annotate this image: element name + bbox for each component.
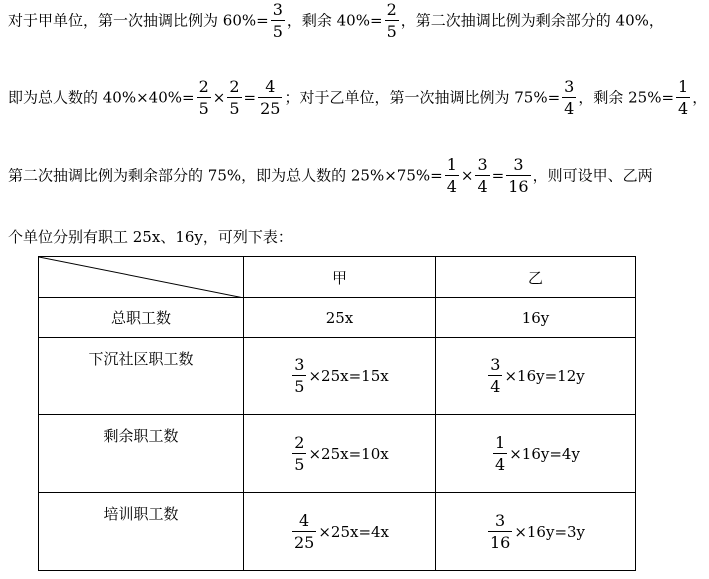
text-segment: ， (692, 88, 708, 107)
numerator: 3 (490, 355, 501, 374)
numerator: 1 (678, 77, 689, 96)
fraction (385, 2, 399, 40)
cell-yi: 16y (436, 298, 636, 338)
paragraph-line-2 (8, 79, 707, 117)
fraction (271, 2, 285, 40)
operator: × (212, 88, 226, 107)
cell-yi (436, 415, 636, 493)
numerator: 1 (495, 432, 506, 452)
text-segment: 对于甲单位，第一次抽调比例为 60%= (8, 11, 269, 30)
denominator: 4 (495, 454, 506, 474)
operator: × (460, 166, 474, 185)
numerator: 3 (294, 355, 305, 374)
cell-yi (436, 338, 636, 415)
cell-jia (244, 415, 436, 493)
denominator: 5 (272, 22, 283, 41)
cell-jia: 25x (244, 298, 436, 338)
allocation-table (38, 256, 636, 571)
row-label: 培训职工数 (39, 493, 244, 571)
denominator: 25 (293, 532, 315, 552)
text-segment: ，剩余 40%= (286, 11, 383, 30)
denominator: 4 (564, 99, 575, 118)
fraction (488, 357, 502, 395)
cell-yi (436, 493, 636, 571)
operator: = (491, 166, 505, 185)
denominator: 5 (294, 377, 305, 396)
paragraph-line-1 (8, 2, 664, 40)
cell-jia (244, 338, 436, 415)
fraction (506, 157, 530, 195)
expression-text: ×16y=12y (504, 367, 585, 385)
fraction (227, 79, 241, 117)
column-header-yi: 乙 (436, 257, 636, 298)
denominator: 4 (490, 377, 501, 396)
numerator: 4 (258, 79, 282, 98)
column-header-jia: 甲 (244, 257, 436, 298)
numerator: 3 (272, 0, 283, 19)
fraction (493, 432, 507, 474)
row-label: 总职工数 (39, 298, 244, 338)
expression-text: ×16y=3y (514, 522, 586, 541)
numerator: 4 (292, 513, 316, 532)
denominator: 16 (489, 532, 511, 552)
fraction (488, 510, 512, 552)
fraction (562, 79, 576, 117)
text-segment: ，剩余 25%= (578, 88, 675, 107)
paragraph-line-3 (8, 157, 653, 195)
diagonal-line (39, 257, 244, 298)
diagonal-header-cell (39, 257, 244, 298)
denominator: 5 (198, 99, 209, 118)
numerator: 2 (198, 77, 209, 96)
table-row (39, 493, 636, 571)
table-row (39, 338, 636, 415)
text-segment: ；对于乙单位，第一次抽调比例为 75%= (284, 88, 561, 107)
expression-text: ×16y=4y (509, 444, 580, 463)
fraction (292, 510, 316, 552)
text-segment: ，第二次抽调比例为剩余部分的 40%， (400, 11, 664, 30)
denominator: 4 (678, 99, 689, 118)
numerator: 2 (386, 0, 397, 19)
fraction (292, 357, 306, 395)
denominator: 5 (386, 22, 397, 41)
fraction (676, 79, 690, 117)
row-label: 剩余职工数 (39, 415, 244, 493)
denominator: 5 (294, 454, 305, 474)
cell-jia (244, 493, 436, 571)
denominator: 4 (477, 177, 488, 196)
denominator: 5 (229, 99, 240, 118)
text-segment: 第二次抽调比例为剩余部分的 75%，即为总人数的 25%×75%= (8, 166, 443, 185)
numerator: 3 (506, 157, 530, 176)
denominator: 16 (508, 177, 529, 196)
expression-text: ×25x=10x (308, 444, 389, 463)
denominator: 25 (260, 99, 281, 118)
fraction (197, 79, 211, 117)
table-row (39, 415, 636, 493)
numerator: 3 (488, 513, 512, 532)
expression-text: ×25x=4x (318, 522, 390, 541)
text-segment: 即为总人数的 40%×40%= (8, 88, 195, 107)
fraction (445, 157, 459, 195)
table-header-row (39, 257, 636, 298)
table-row (39, 298, 636, 338)
numerator: 2 (229, 77, 240, 96)
numerator: 3 (477, 155, 488, 174)
fraction (258, 79, 282, 117)
numerator: 2 (294, 432, 305, 452)
paragraph-line-4: 个单位分别有职工 25x、16y，可列下表： (8, 228, 293, 246)
fraction (475, 157, 489, 195)
numerator: 3 (564, 77, 575, 96)
fraction (292, 432, 306, 474)
text-segment: ，则可设甲、乙两 (532, 166, 653, 185)
denominator: 4 (446, 177, 457, 196)
operator: = (243, 88, 257, 107)
expression-text: ×25x=15x (308, 367, 389, 385)
row-label: 下沉社区职工数 (39, 338, 244, 415)
numerator: 1 (446, 155, 457, 174)
